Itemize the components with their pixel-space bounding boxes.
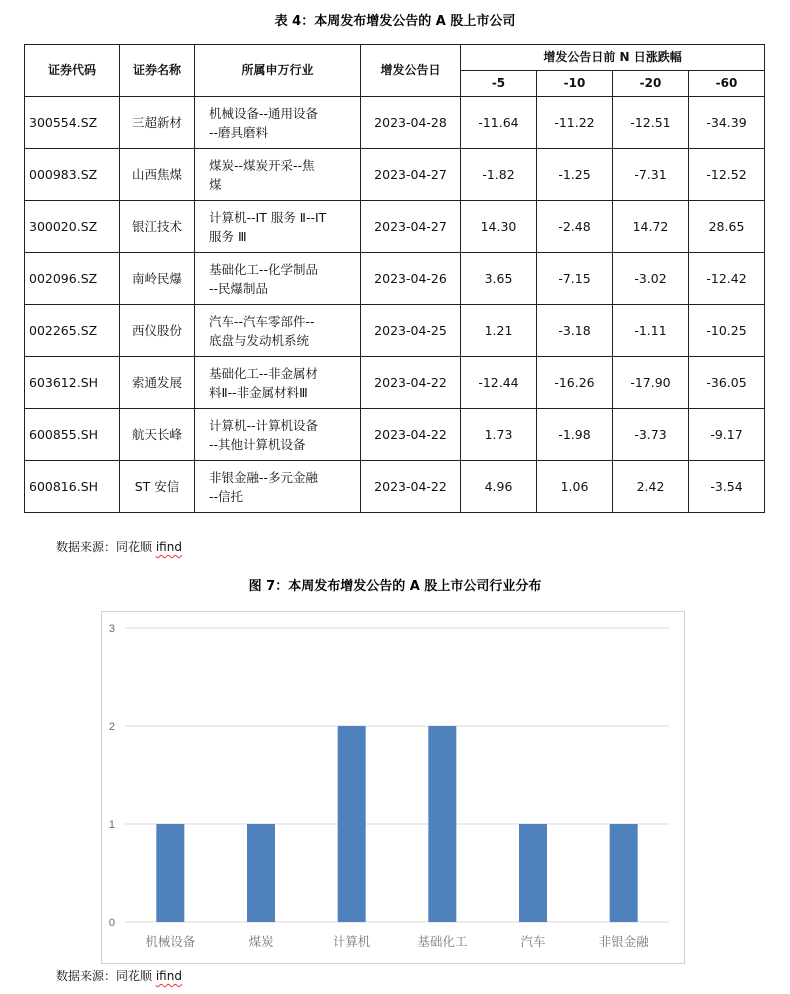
cell-code: 300020.SZ <box>25 201 120 253</box>
header-period: -20 <box>613 71 689 97</box>
header-code: 证券代码 <box>25 45 120 97</box>
cell-industry <box>195 305 361 357</box>
cell-change: -12.52 <box>689 149 765 201</box>
cell-change: -11.22 <box>537 97 613 149</box>
cell-change: -1.98 <box>537 409 613 461</box>
y-tick-label: 1 <box>108 819 115 831</box>
header-period: -5 <box>461 71 537 97</box>
cell-name: 西仪股份 <box>120 305 195 357</box>
cell-industry <box>195 461 361 513</box>
source-prefix: 数据来源：同花顺 <box>56 969 156 983</box>
cell-change: -3.02 <box>613 253 689 305</box>
industry-bar-chart <box>101 611 685 964</box>
figure-title: 图 7：本周发布增发公告的 A 股上市公司行业分布 <box>248 579 542 594</box>
cell-industry <box>195 409 361 461</box>
cell-change: -34.39 <box>689 97 765 149</box>
cell-code: 002096.SZ <box>25 253 120 305</box>
y-tick-label: 2 <box>108 721 115 733</box>
cell-date: 2023-04-25 <box>361 305 461 357</box>
cell-change: -11.64 <box>461 97 537 149</box>
cell-name: 索通发展 <box>120 357 195 409</box>
cell-date: 2023-04-27 <box>361 149 461 201</box>
cell-change: 3.65 <box>461 253 537 305</box>
industry-line: 煤 <box>209 176 222 192</box>
table-row <box>25 97 765 149</box>
table-row <box>25 149 765 201</box>
industry-line: --磨具磨料 <box>209 124 269 140</box>
header-period: -60 <box>689 71 765 97</box>
cell-change: -10.25 <box>689 305 765 357</box>
industry-line: 基础化工--化学制品 <box>209 261 319 277</box>
cell-date: 2023-04-22 <box>361 357 461 409</box>
industry-line: 基础化工--非金属材 <box>209 365 319 381</box>
table-row <box>25 461 765 513</box>
bar <box>428 726 456 922</box>
cell-change: -3.73 <box>613 409 689 461</box>
industry-line: --信托 <box>209 488 244 504</box>
bar <box>156 824 184 922</box>
cell-name: 航天长峰 <box>120 409 195 461</box>
industry-line: --其他计算机设备 <box>209 436 306 452</box>
cell-industry <box>195 97 361 149</box>
cell-change: 14.30 <box>461 201 537 253</box>
source-brand: ifind <box>155 969 182 983</box>
cell-change: -16.26 <box>537 357 613 409</box>
industry-line: 汽车--汽车零部件-- <box>209 313 315 329</box>
header-period: -10 <box>537 71 613 97</box>
industry-line: 计算机--IT 服务 Ⅱ--IT <box>209 209 327 225</box>
bar <box>519 824 547 922</box>
cell-change: -9.17 <box>689 409 765 461</box>
cell-change: -1.11 <box>613 305 689 357</box>
cell-change: -7.15 <box>537 253 613 305</box>
cell-date: 2023-04-22 <box>361 409 461 461</box>
cell-industry <box>195 253 361 305</box>
table-row <box>25 201 765 253</box>
y-tick-label: 0 <box>108 917 115 929</box>
bar <box>338 726 366 922</box>
header-name: 证券名称 <box>120 45 195 97</box>
cell-name: 三超新材 <box>120 97 195 149</box>
cell-code: 600855.SH <box>25 409 120 461</box>
cell-name: ST 安信 <box>120 461 195 513</box>
source-brand: ifind <box>155 540 182 554</box>
data-source-note <box>56 538 182 555</box>
industry-line: 底盘与发动机系统 <box>209 332 310 348</box>
cell-code: 002265.SZ <box>25 305 120 357</box>
placement-table <box>24 44 765 513</box>
source-prefix: 数据来源：同花顺 <box>56 540 156 554</box>
cell-change: 2.42 <box>613 461 689 513</box>
cell-change: -1.82 <box>461 149 537 201</box>
cell-change: -17.90 <box>613 357 689 409</box>
cell-change: 28.65 <box>689 201 765 253</box>
x-tick-label: 计算机 <box>332 934 371 949</box>
x-tick-label: 基础化工 <box>417 934 468 949</box>
cell-change: 14.72 <box>613 201 689 253</box>
cell-change: -36.05 <box>689 357 765 409</box>
cell-code: 600816.SH <box>25 461 120 513</box>
x-tick-label: 机械设备 <box>145 934 196 949</box>
table-row <box>25 253 765 305</box>
industry-line: 服务 Ⅲ <box>209 228 247 244</box>
cell-date: 2023-04-26 <box>361 253 461 305</box>
cell-change: -12.51 <box>613 97 689 149</box>
table-row <box>25 357 765 409</box>
x-tick-label: 汽车 <box>520 934 546 949</box>
header-industry: 所属申万行业 <box>195 45 361 97</box>
header-date: 增发公告日 <box>361 45 461 97</box>
cell-date: 2023-04-28 <box>361 97 461 149</box>
cell-name: 南岭民爆 <box>120 253 195 305</box>
industry-line: 计算机--计算机设备 <box>209 417 319 433</box>
cell-industry <box>195 357 361 409</box>
cell-date: 2023-04-22 <box>361 461 461 513</box>
y-tick-label: 3 <box>108 623 115 635</box>
industry-line: 煤炭--煤炭开采--焦 <box>209 157 315 173</box>
industry-line: 机械设备--通用设备 <box>209 105 319 121</box>
cell-name: 山西焦煤 <box>120 149 195 201</box>
cell-date: 2023-04-27 <box>361 201 461 253</box>
table-row <box>25 305 765 357</box>
cell-change: -7.31 <box>613 149 689 201</box>
industry-line: 非银金融--多元金融 <box>209 469 319 485</box>
industry-line: --民爆制品 <box>209 280 269 296</box>
cell-change: -2.48 <box>537 201 613 253</box>
cell-industry <box>195 149 361 201</box>
bar <box>247 824 275 922</box>
cell-code: 000983.SZ <box>25 149 120 201</box>
cell-change: 1.73 <box>461 409 537 461</box>
cell-change: -3.18 <box>537 305 613 357</box>
cell-change: -12.44 <box>461 357 537 409</box>
bar <box>610 824 638 922</box>
cell-code: 603612.SH <box>25 357 120 409</box>
cell-change: 1.21 <box>461 305 537 357</box>
cell-code: 300554.SZ <box>25 97 120 149</box>
x-tick-label: 煤炭 <box>248 934 274 949</box>
header-change-group: 增发公告日前 N 日涨跌幅 <box>461 45 765 71</box>
x-tick-label: 非银金融 <box>598 934 649 949</box>
cell-change: -12.42 <box>689 253 765 305</box>
cell-industry <box>195 201 361 253</box>
cell-change: -3.54 <box>689 461 765 513</box>
cell-change: 4.96 <box>461 461 537 513</box>
cell-change: 1.06 <box>537 461 613 513</box>
cell-change: -1.25 <box>537 149 613 201</box>
chart-source-note <box>56 967 182 984</box>
table-row <box>25 409 765 461</box>
industry-line: 料Ⅱ--非金属材料Ⅲ <box>209 384 308 400</box>
cell-name: 银江技术 <box>120 201 195 253</box>
table-title: 表 4：本周发布增发公告的 A 股上市公司 <box>274 14 516 29</box>
